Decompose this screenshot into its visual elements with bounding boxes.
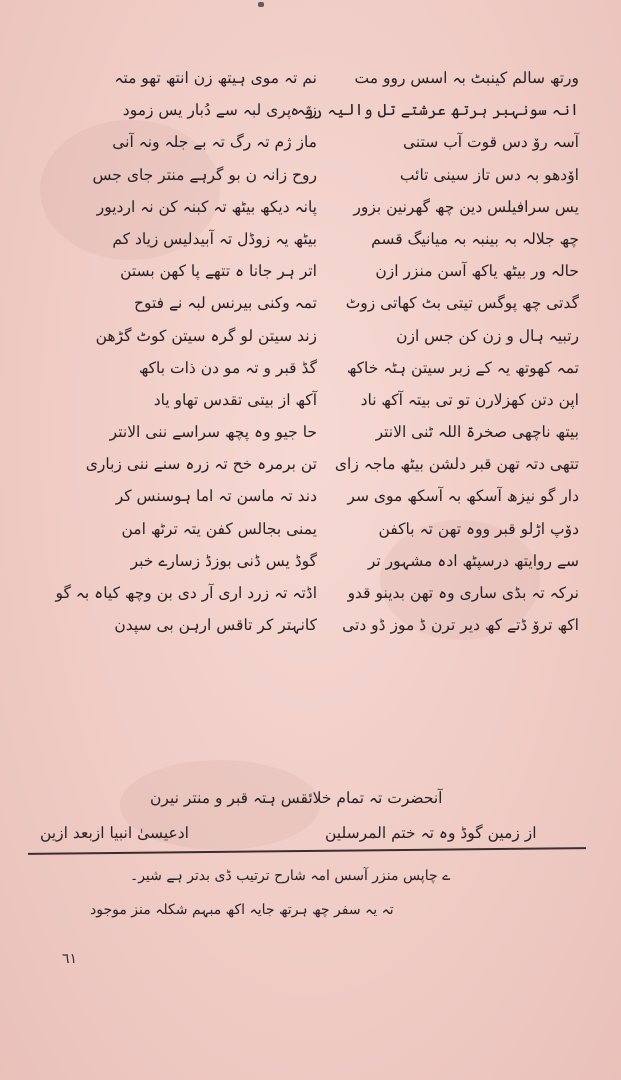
verse-line: نم تہ موی ہیتھ زن انتھ تھو متہ — [114, 69, 317, 87]
verse-line: انہ سونہبر ہرتھ عرشتے تل والیہ رۆ ہ — [290, 101, 579, 120]
footnote-line: ے چاپس منزر آسس امہ شارح ترتیب ڈی بدتر ہے شیر۔ — [130, 868, 451, 884]
verse-line: آسہ رۆ دس قوت آب ستنی — [403, 133, 579, 152]
verse-line: زنہ پری لبہ سے دُبار یس زمود — [122, 101, 317, 120]
verse-line: سے روایتھ درسپٹھ ادہ مشہور تر — [367, 551, 579, 570]
verse-line: دار گو نیزھ آسکھ بہ آسکھ موی سر — [347, 487, 579, 506]
verse-line: تمہ کھوتھ یہ کے زبر سیتن ہٹہ خاکھ — [346, 358, 579, 377]
right-text-column — [290, 62, 579, 641]
verse-line: گڈ قبر و تہ مو دن ذات باکھ — [138, 358, 317, 377]
verse-line: یمنی بجالس کفن یتہ ترٹھ امن — [121, 519, 317, 538]
verse-line: رتبیہ ہال و زن کن جس ازن — [396, 326, 579, 345]
verse-line: زند سیتن لو گرہ سیتن کوٹ گڑھن — [95, 326, 317, 345]
verse-line: تتھی دتہ تھن قبر دلشن بیٹھ ماجہ زای — [334, 455, 579, 474]
verse-line: اکھ ترۆ ڈتے کھ دیر ترن ڈ موز ڈو دتی — [342, 616, 579, 635]
verse-line: اپن دتن کھزلارن تو تی بیتہ آکھ ناد — [360, 390, 579, 409]
verse-line: اۆدھو بہ دس تاز سینی تائب — [399, 165, 579, 184]
verse-line: گوڈ یس ڈنی بوزڈ زسارے خبر — [130, 551, 317, 570]
left-text-column — [55, 62, 317, 641]
verse-line: کانہتر کر تاقس ارہن بی سپدن — [114, 616, 317, 635]
verse-line: دۆپ اڑلو قبر ووہ تھن تہ باکفن — [378, 519, 579, 538]
ink-mark — [258, 2, 264, 7]
verse-line: ماز ژم تہ رگ تہ بے جلہ ونہ آنی — [112, 133, 317, 152]
verse-line: حالہ ور بیٹھ یاکھ آسن منزر ازن — [375, 262, 579, 281]
verse-line: نرکہ تہ بڈی ساری وہ تھن بدینو قدو — [347, 584, 579, 602]
verse-line: بیتھ ناچھی صخرۃ اللہ ٹنی الانتر — [375, 423, 579, 442]
verse-line: دند تہ ماسن تہ اما ہوسنس کر — [115, 487, 317, 506]
verse-line: تن برمرہ خح تہ زرہ سنے ننی زباری — [85, 455, 317, 474]
verse-line: اتر ہر جانا ہ تتھے پا کھن بستن — [120, 262, 317, 281]
center-verse-line: آنحضرت تہ تمام خلائقس ہتہ قبر و منتر نیرن — [150, 789, 443, 807]
verse-line: روح زانہ ن بو گرہے منتر جای جس — [92, 165, 317, 184]
center-verse-line: ادعیسیٰ انبیا ازبعد ازین — [40, 824, 189, 842]
footnote-divider — [28, 847, 586, 855]
verse-line: چھ جلالہ بہ بینبہ بہ میانیگ قسم — [371, 229, 579, 248]
verse-line: ورتھ سالم کینبٹ بہ اسس روو مت — [354, 69, 579, 87]
verse-line: تمہ وکنی بیرنس لبہ نے فتوح — [133, 294, 317, 313]
footnote-line: تہ یہ سفر چھ ہرتھ جایہ اکھ مبہم شکلہ منز موجود — [90, 902, 394, 918]
page-number: ٦١ — [62, 951, 78, 967]
verse-line: یس سرافیلس دین چھ گھرنین بزور — [353, 197, 579, 216]
verse-line: پانہ دیکھ بیٹھ تہ کبنہ کن نہ اردیور — [96, 197, 317, 216]
verse-line: آکھ از بیتی تقدس تھاو یاد — [153, 390, 317, 409]
center-verse-line: از زمین گوڈ وہ تہ ختم المرسلین — [325, 824, 537, 842]
verse-line: اڈتہ تہ زرد اری آر دی بن وچھ کیاہ بہ گو — [55, 584, 317, 602]
verse-line: بیٹھ یہ زوڈل تہ آبیدلیس زیاد کم — [112, 229, 317, 248]
verse-line: گدتی چھ پوگس تیتی بٹ کھاتی زوٹ — [345, 294, 579, 313]
verse-line: حا جیو وہ پچھ سراسے ننی الانتر — [109, 423, 317, 442]
